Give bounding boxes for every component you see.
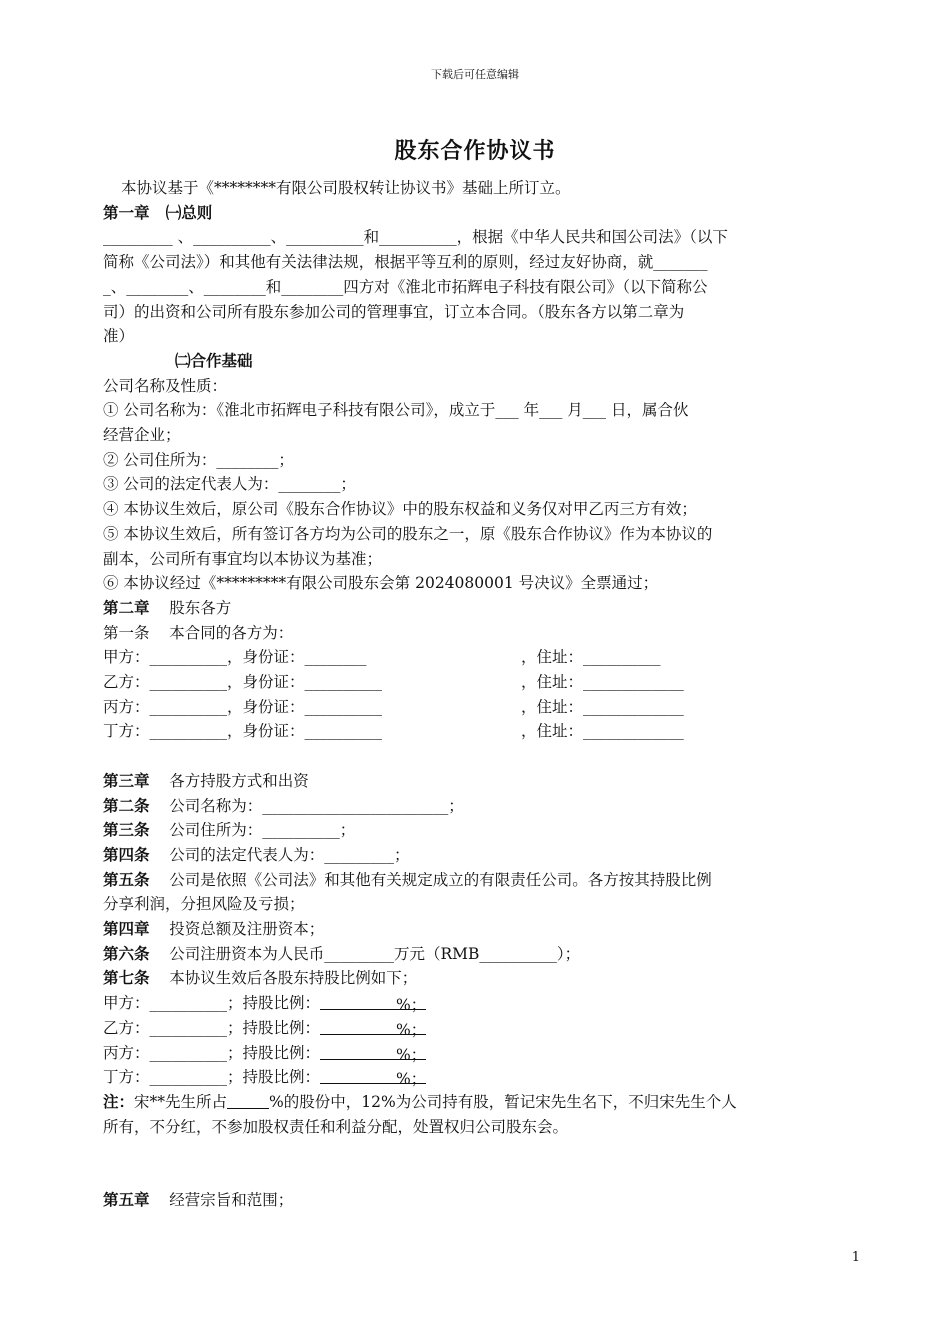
article-label: 第二条 [103, 795, 150, 815]
intro-paragraph: 本协议基于《********有限公司股权转让协议书》基础上所订立。 [121, 179, 571, 197]
share-party: 丙方：__________；持股比例： [103, 1043, 321, 1062]
chapter-title: 各方持股方式和出资 [169, 771, 309, 790]
article-1 [103, 621, 858, 646]
article-text: 公司名称为：________________________； [169, 796, 464, 815]
chapter-label: 第三章 [103, 770, 150, 790]
party-name-id: 丁方：__________，身份证：__________ [103, 722, 383, 741]
percent-unit: %； [396, 1043, 426, 1060]
article-text: 本协议生效后各股东持股比例如下； [169, 969, 418, 988]
chapter-title: 经营宗旨和范围； [169, 1191, 294, 1210]
note-label: 注： [103, 1091, 135, 1111]
chapter-2-heading [103, 596, 858, 621]
article-label: 第四条 [103, 844, 150, 864]
chapter-label: 第一章 [103, 202, 150, 222]
chapter-label: 第二章 [103, 597, 150, 617]
chapter-label: 第四章 [103, 919, 150, 939]
percent-blank [320, 1018, 396, 1035]
chapter-1-heading [103, 201, 858, 226]
chapter-title: 股东各方 [169, 598, 232, 617]
article-2 [103, 794, 858, 819]
note-paragraph [103, 1090, 858, 1115]
page-number: 1 [851, 1250, 860, 1265]
p1-line: _、________、________和________四方对《淮北市拓辉电子科技有限公司》（以下简称公 [103, 277, 708, 296]
item-line: ⑤ 本协议生效后，所有签订各方均为公司的股东之一，原《股东合作协议》作为本协议的 [103, 524, 713, 543]
percent-unit: %； [396, 1067, 426, 1084]
article-text: 本合同的各方为： [169, 623, 294, 642]
party-row [103, 645, 858, 670]
article-3 [103, 818, 858, 843]
article-5 [103, 868, 858, 893]
article-label: 第七条 [103, 968, 150, 988]
article-text: 公司的法定代表人为：_________； [169, 845, 410, 864]
note-text-post: %的股份中，12%为公司持有股，暂记宋先生名下，不归宋先生个人 [269, 1092, 737, 1111]
item-line: 经营企业； [103, 426, 181, 445]
chapter-5-heading [103, 1188, 858, 1213]
party-address: ，住址：__________ [521, 648, 661, 667]
party-address: ，住址：_____________ [521, 722, 684, 741]
percent-unit: %； [396, 1018, 426, 1035]
article-label: 第三条 [103, 820, 150, 840]
chapter-label: 第五章 [103, 1190, 150, 1210]
party-address: ，住址：_____________ [521, 697, 684, 716]
share-party: 甲方：__________；持股比例： [103, 994, 321, 1013]
party-row [103, 670, 858, 695]
percent-blank [320, 1043, 396, 1060]
article-text: 公司住所为：__________； [169, 821, 356, 840]
article-label: 第五条 [103, 869, 150, 889]
note-blank [227, 1092, 269, 1109]
chapter-4-heading [103, 917, 858, 942]
article-7 [103, 966, 858, 991]
party-row [103, 719, 858, 744]
item-line: ④ 本协议生效后，原公司《股东合作协议》中的股东权益和义务仅对甲乙丙三方有效； [103, 500, 697, 519]
section-cooperation-basis: ㈡合作基础 [175, 350, 253, 370]
chapter-title: 投资总额及注册资本； [169, 920, 325, 939]
article-text: 公司注册资本为人民币_________万元（RMB__________）； [169, 944, 581, 963]
p1-line: 准） [103, 327, 135, 346]
share-party: 乙方：__________；持股比例： [103, 1018, 321, 1037]
article-label: 第一条 [103, 623, 150, 642]
article-text: 公司是依照《公司法》和其他有关规定成立的有限责任公司。各方按其持股比例 [169, 870, 712, 889]
note-text-pre: 宋**先生所占 [134, 1092, 228, 1111]
percent-blank [320, 993, 396, 1010]
item-line: ③ 公司的法定代表人为：________； [103, 475, 356, 494]
share-party: 丁方：__________；持股比例： [103, 1068, 321, 1087]
document-title: 股东合作协议书 [394, 138, 556, 164]
company-nature-label: 公司名称及性质： [103, 376, 228, 395]
article-4 [103, 843, 858, 868]
share-row [103, 1016, 858, 1041]
chapter-3-heading [103, 769, 858, 794]
party-row [103, 695, 858, 720]
party-name-id: 甲方：__________，身份证：________ [103, 648, 367, 667]
share-row [103, 991, 858, 1016]
note-continued: 所有，不分红，不参加股权责任和利益分配，处置权归公司股东会。 [103, 1117, 569, 1136]
p1-line: _________ 、__________、__________和__________，根据《中华人民共和国公司法》（以下 [103, 228, 728, 247]
share-row [103, 1065, 858, 1090]
party-name-id: 乙方：__________，身份证：__________ [103, 673, 383, 692]
item-line: ② 公司住所为：________； [103, 450, 294, 469]
p1-line: 司）的出资和公司所有股东参加公司的管理事宜，订立本合同。（股东各方以第二章为 [103, 302, 685, 321]
percent-unit: %； [396, 993, 426, 1010]
article-label: 第六条 [103, 943, 150, 963]
item-line: ⑥ 本协议经过《*********有限公司股东会第 2024080001 号决议》全票通过； [103, 574, 659, 593]
item-line: 副本，公司所有事宜均以本协议为基准； [103, 549, 383, 568]
p1-line: 简称《公司法》）和其他有关法律法规，根据平等互利的原则，经过友好协商，就_______ [103, 253, 708, 272]
document-body [103, 176, 858, 1213]
article-6 [103, 942, 858, 967]
party-name-id: 丙方：__________，身份证：__________ [103, 697, 383, 716]
share-row [103, 1041, 858, 1066]
page-header: 下载后可任意编辑 [431, 68, 519, 81]
item-line: ① 公司名称为：《淮北市拓辉电子科技有限公司》，成立于___ 年___ 月___ 日，属合伙 [103, 401, 689, 420]
article-5-continued: 分享利润，分担风险及亏损； [103, 895, 305, 914]
party-address: ，住址：_____________ [521, 673, 684, 692]
percent-blank [320, 1067, 396, 1084]
chapter-title: ㈠总则 [165, 202, 213, 222]
